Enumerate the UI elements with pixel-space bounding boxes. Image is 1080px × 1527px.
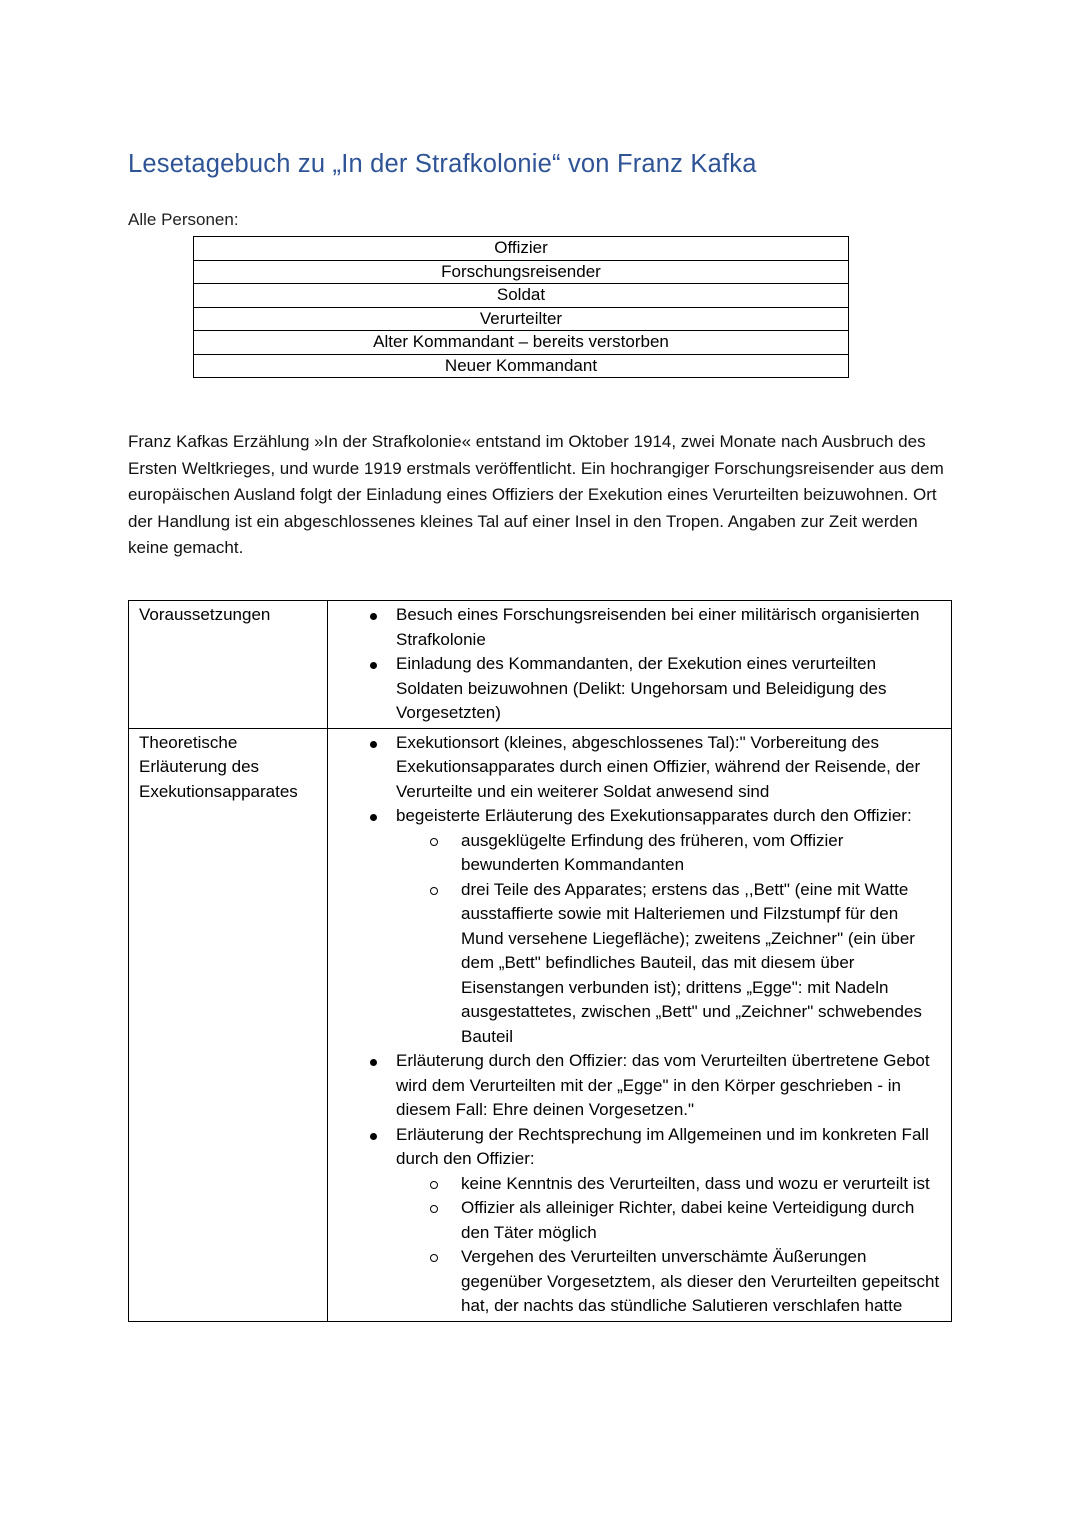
- intro-text: Franz Kafkas Erzählung »In der Strafkolonie« entstand im Oktober 1914, zwei Monate nach Ausbruch des Ersten Weltkrieges, und wurde 1919 erstmals veröffentlicht. Ein hochrangiger Forschungsreisender aus dem europäischen Ausland folgt der Einladung eines Offiziers der Exekution eines Verurteilten beizuwohnen. Ort der Handlung ist ein abgeschlossenes kleines Tal auf einer Insel in den Tropen. Angaben zur Zeit werden keine gemacht.: [128, 432, 944, 557]
- person-cell: Alter Kommandant – bereits verstorben: [194, 331, 849, 355]
- sub-list-item: ausgeklügelte Erfindung des früheren, vom Offizier bewunderten Kommandanten: [461, 829, 941, 878]
- section-content: [328, 601, 952, 729]
- list-item: Einladung des Kommandanten, der Exekution eines verurteilten Soldaten beizuwohnen (Delikt: Ungehorsam und Beleidigung des Vorgesetzten): [396, 652, 941, 726]
- sub-list: [396, 1172, 941, 1319]
- intro-paragraph: [128, 429, 958, 562]
- table-row: [194, 354, 849, 378]
- document-title: Lesetagebuch zu „In der Strafkolonie“ von Franz Kafka: [128, 150, 757, 178]
- persons-table: [193, 236, 849, 378]
- list-item: Exekutionsort (kleines, abgeschlossenes Tal):" Vorbereitung des Exekutionsapparates durch einen Offizier, während der Reisende, der Verurteilte und ein weiterer Soldat anwesend sind: [396, 731, 941, 805]
- table-row: [194, 237, 849, 261]
- summary-table: [128, 600, 952, 1322]
- sub-list-item: keine Kenntnis des Verurteilten, dass und wozu er verurteilt ist: [461, 1172, 941, 1197]
- list-item-text: Erläuterung der Rechtsprechung im Allgemeinen und im konkreten Fall durch den Offizier:: [396, 1124, 929, 1168]
- list-item: Besuch eines Forschungsreisenden bei einer militärisch organisierten Strafkolonie: [396, 603, 941, 652]
- person-cell: Forschungsreisender: [194, 260, 849, 284]
- sub-list-item: Offizier als alleiniger Richter, dabei keine Verteidigung durch den Täter möglich: [461, 1196, 941, 1245]
- list-item: [396, 1123, 941, 1319]
- table-row: [194, 307, 849, 331]
- section-label: Theoretische Erläuterung des Exekutionsapparates: [129, 728, 328, 1321]
- sub-list-item: Vergehen des Verurteilten unverschämte Äußerungen gegenüber Vorgesetztem, als dieser den Verurteilten gepeitscht hat, der nachts das stündliche Salutieren verschlafen hatte: [461, 1245, 941, 1319]
- table-row: [194, 260, 849, 284]
- table-row: [129, 728, 952, 1321]
- person-cell: Soldat: [194, 284, 849, 308]
- table-row: [129, 601, 952, 729]
- bullet-list: [328, 603, 951, 726]
- list-item: Erläuterung durch den Offizier: das vom Verurteilten übertretene Gebot wird dem Verurteilten mit der „Egge" in den Körper geschrieben - in diesem Fall: Ehre deinen Vorgesetzen.": [396, 1049, 941, 1123]
- persons-label: Alle Personen:: [128, 210, 239, 229]
- bullet-list: [328, 731, 951, 1319]
- person-cell: Offizier: [194, 237, 849, 261]
- sub-list-item: drei Teile des Apparates; erstens das ,,Bett" (eine mit Watte ausstaffierte sowie mit Halteriemen und Filzstumpf für den Mund versehene Liegefläche); zweitens „Zeichner" (ein über dem „Bett" befindliches Bauteil, das mit diesem über Eisenstangen verbunden ist); drittens „Egge": mit Nadeln ausgestattetes, zwischen „Bett" und „Zeichner" schwebendes Bauteil: [461, 878, 941, 1050]
- list-item: [396, 804, 941, 1049]
- sub-list: [396, 829, 941, 1050]
- person-cell: Verurteilter: [194, 307, 849, 331]
- table-row: [194, 284, 849, 308]
- person-cell: Neuer Kommandant: [194, 354, 849, 378]
- section-label: Voraussetzungen: [129, 601, 328, 729]
- section-content: [328, 728, 952, 1321]
- table-row: [194, 331, 849, 355]
- list-item-text: begeisterte Erläuterung des Exekutionsapparates durch den Offizier:: [396, 806, 912, 825]
